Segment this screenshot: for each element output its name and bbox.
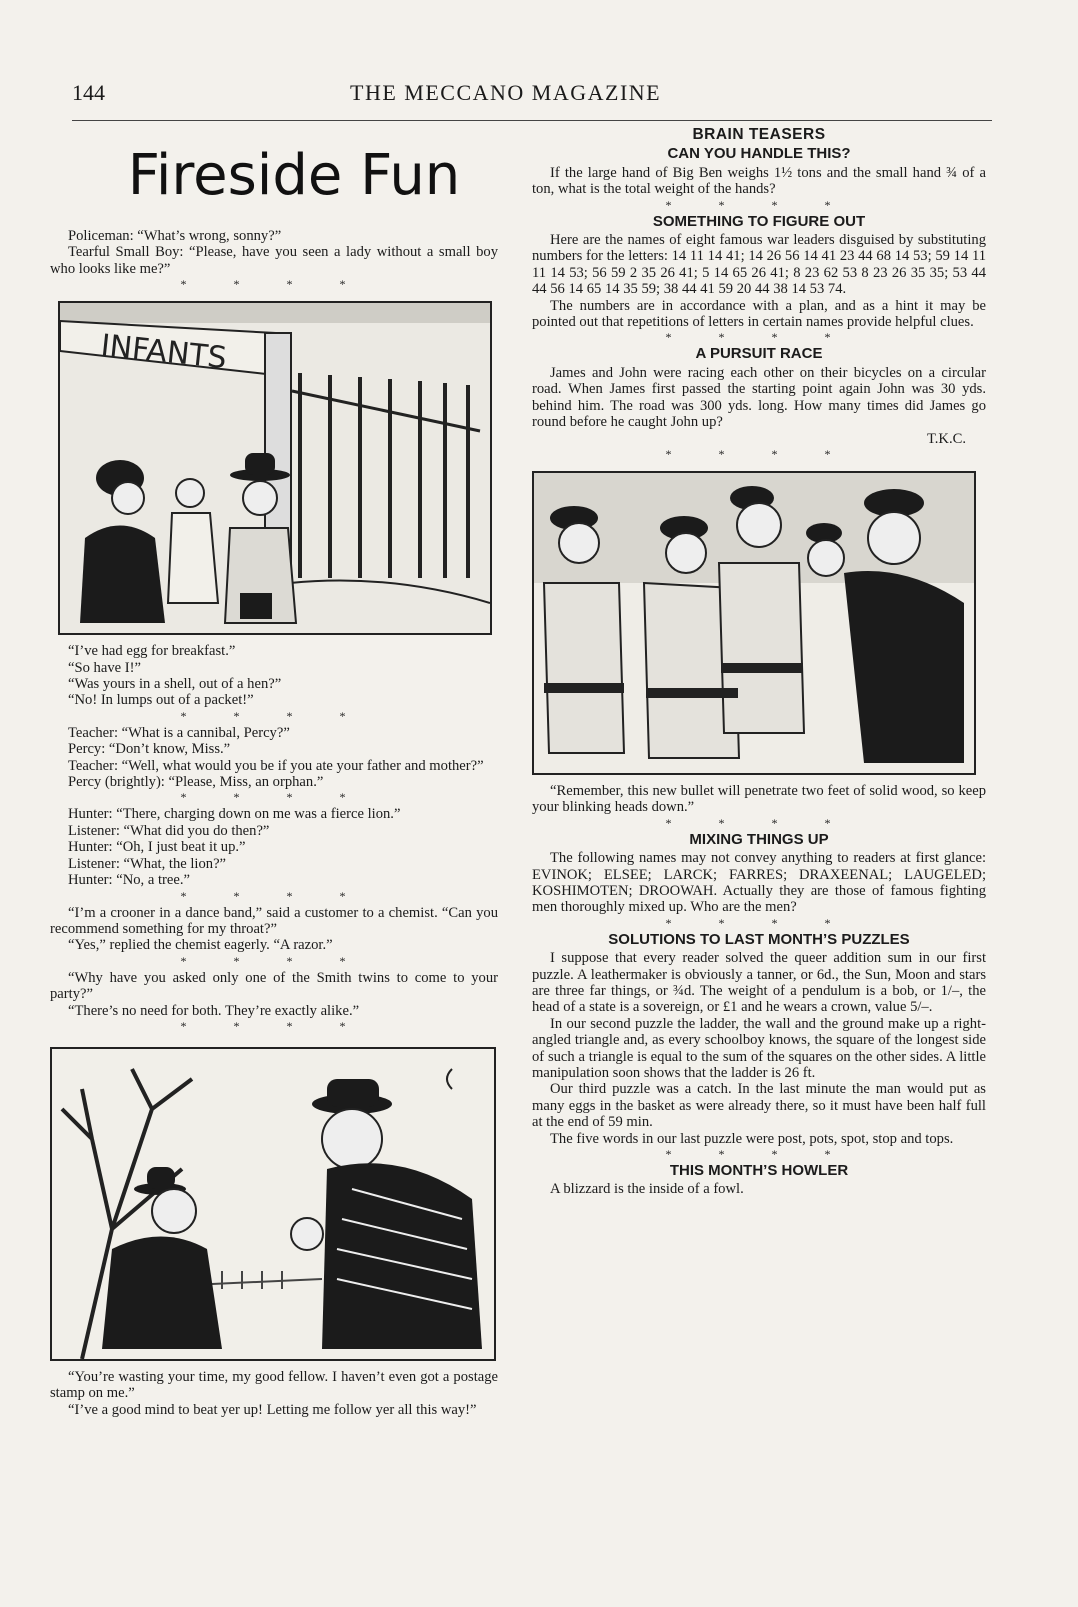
separator: * * * *: [180, 888, 368, 903]
separator: * * * *: [665, 915, 853, 930]
page-title: Fireside Fun: [127, 143, 461, 208]
heading-mixing: MIXING THINGS UP: [689, 830, 829, 848]
separator: * * * *: [180, 708, 368, 723]
signature: T.K.C.: [926, 430, 966, 447]
text-solution-2: In our second puzzle the ladder, the wall and the ground make up a right-angled triangle and, as every schoolboy knows, the square of the longest side of such a triangle is equal to the sum of the squares on the other sides. A little manipulation soon shows that the ladder is 26 ft.: [532, 1015, 986, 1081]
separator: * * * *: [180, 953, 368, 968]
text-howler: A blizzard is the inside of a fowl.: [550, 1181, 744, 1198]
heading-howler: THIS MONTH’S HOWLER: [669, 1162, 849, 1180]
text-solution-3: Our third puzzle was a catch. In the last minute the man would put as many eggs in the basket as were already there, so it must have been half full at the end of 59 min.: [532, 1081, 986, 1131]
cartoon-caption-robber: “You’re wasting your time, my good fellow. I haven’t even got a postage stamp on me.” “I’ve a good mind to beat yer up! Letting me follow yer all this way!”: [50, 1368, 498, 1418]
joke-hunter: Hunter: “There, charging down on me was a fierce lion.” Listener: “What did you do then?” Hunter: “Oh, I just beat it up.” Listener: “What, the lion?” Hunter: “No, a tree.”: [68, 806, 401, 889]
cartoon-caption-soldiers: “Remember, this new bullet will penetrate two feet of solid wood, so keep your blinking heads down.”: [532, 782, 986, 816]
heading-solutions: SOLUTIONS TO LAST MONTH’S PUZZLES: [608, 930, 910, 948]
separator: * * * *: [180, 1018, 368, 1033]
separator: * * * *: [665, 330, 853, 345]
separator: * * * *: [180, 790, 368, 805]
cartoon-robber: [50, 1047, 496, 1361]
heading-handle: CAN YOU HANDLE THIS?: [667, 145, 851, 163]
cartoon-infants: [58, 301, 492, 635]
joke-egg: “I’ve had egg for breakfast.” “So have I!” “Was yours in a shell, out of a hen?” “No! In lumps out of a packet!”: [68, 643, 282, 709]
cartoon-soldiers: [532, 471, 976, 775]
separator: * * * *: [180, 277, 368, 292]
separator: * * * *: [665, 446, 853, 461]
page-header: [72, 80, 992, 121]
separator: * * * *: [665, 197, 853, 212]
text-figure-2: The numbers are in accordance with a plan, and as a hint it may be pointed out that repetitions of letters in certain names provide helpful clues.: [532, 297, 986, 331]
joke-policeman: Policeman: “What’s wrong, sonny?” Tearful Small Boy: “Please, have you seen a lady without a small boy who looks like me?”: [50, 228, 498, 277]
joke-twins: “Why have you asked only one of the Smith twins to come to your party?” “There’s no need for both. They’re exactly alike.”: [50, 969, 498, 1019]
text-solution-4: The five words in our last puzzle were post, pots, spot, stop and tops.: [550, 1130, 954, 1147]
text-solution-1: I suppose that every reader solved the queer addition sum in our first puzzle. A leathermaker is obviously a tanner, or 6d., the Sun, Moon and stars are three far things, or ¾d. The weight of a pendulum is a bob, or 1/–, the head of a state is a sovereign, or £1 and he wears a crown, value 5/–.: [532, 950, 986, 1016]
text-race: James and John were racing each other on their bicycles on a circular road. When James first passed the starting point again John was 30 yds. behind him. The road was 300 yds. long. How many times did James go round before he caught John up?: [532, 364, 986, 431]
separator: * * * *: [665, 815, 853, 830]
text-handle: If the large hand of Big Ben weighs 1½ tons and the small hand ¾ of a ton, what is the total weight of the hands?: [532, 164, 986, 198]
text-figure-1: Here are the names of eight famous war leaders disguised by substituting numbers for the letters: 14 11 14 41; 14 26 56 14 41 23 44 68 14 53; 59 14 11 11 14 53; 56 59 2 35 26 41; 5 14 65 26 41; 8 23 62 53 8 23 26 35 35; 53 44 44 56 14 65 14 35 59; 38 44 41 59 20 44 38 14 53 74.: [532, 232, 986, 298]
joke-crooner: “I’m a crooner in a dance band,” said a customer to a chemist. “Can you recommend something for my throat?” “Yes,” replied the chemist eagerly. “A razor.”: [50, 904, 498, 954]
right-column: [532, 127, 986, 1198]
text-mixing: The following names may not convey anything to readers at first glance: EVINOK; ELSEE; LARCK; FARRES; DRAXEENAL; LAUGELED; KOSHIMOTEN; DROOWAH. Actually they are those of famous fighting men thoroughly mixed up. Who are the men?: [532, 850, 986, 916]
page-number: 144: [72, 80, 105, 105]
sign-text: INFANTS: [99, 328, 229, 377]
left-column: [50, 140, 498, 1418]
heading-race: A PURSUIT RACE: [695, 345, 823, 363]
heading-figure: SOMETHING TO FIGURE OUT: [652, 212, 866, 230]
section-title-brain-teasers: BRAIN TEASERS: [692, 126, 826, 143]
joke-cannibal: Teacher: “What is a cannibal, Percy?” Percy: “Don’t know, Miss.” Teacher: “Well, what would you be if you ate your father and mother?” Percy (brightly): “Please, Miss, an orphan.”: [68, 724, 484, 791]
separator: * * * *: [665, 1147, 853, 1162]
magazine-title: THE MECCANO MAGAZINE: [350, 80, 662, 105]
